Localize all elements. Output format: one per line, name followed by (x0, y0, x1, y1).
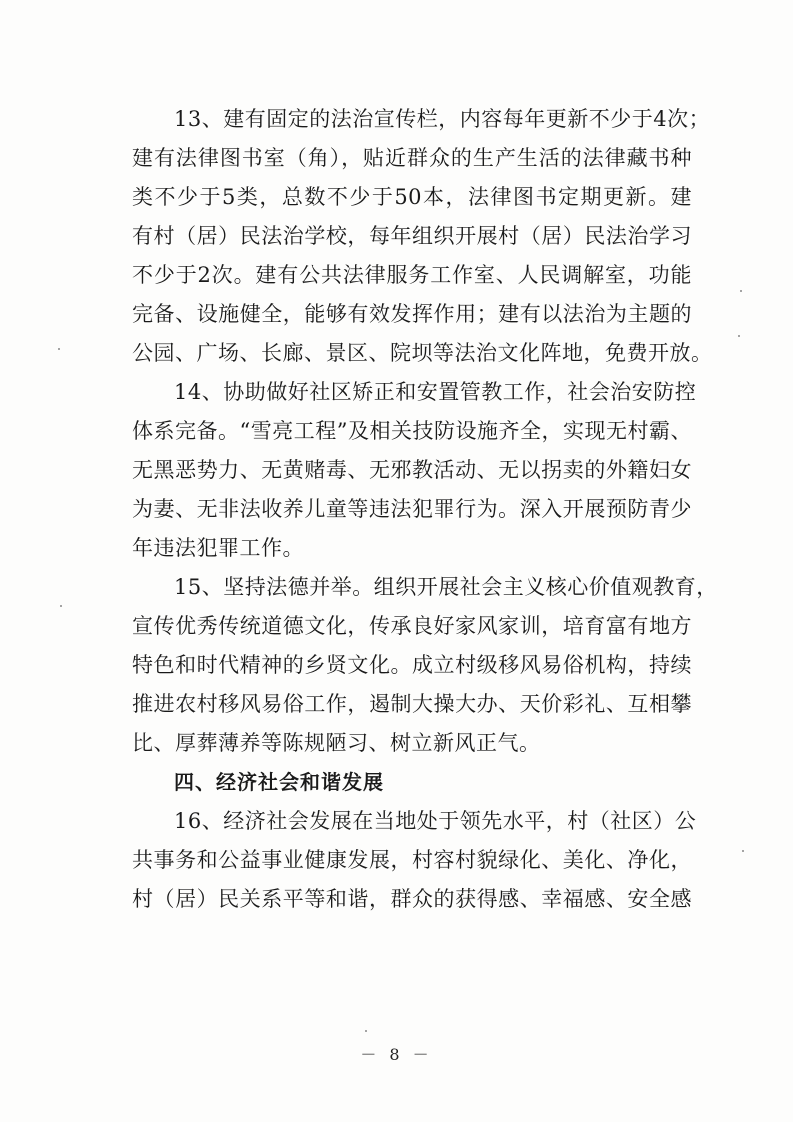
section-heading (132, 763, 692, 802)
text-line: 15、坚持法德并举。组织开展社会主义核心价值观教育， (174, 575, 718, 599)
text-line: 14、协助做好社区矫正和安置管教工作，社会治安防控 (174, 380, 697, 404)
text-line: 体系完备。“雪亮工程”及相关技防设施齐全，实现无村霸、 (132, 419, 692, 443)
text-line: 类不少于5类，总数不少于50本，法律图书定期更新。建 (132, 185, 692, 209)
paragraph-14 (132, 373, 697, 568)
text-line: 宣传优秀传统道德文化，传承良好家风家训，培育富有地方 (132, 614, 692, 638)
document-body (132, 100, 718, 919)
scan-speck (740, 290, 742, 292)
text-line: 有村（居）民法治学校，每年组织开展村（居）民法治学习 (132, 224, 692, 248)
text-line: 推进农村移风易俗工作，遏制大操大办、天价彩礼、互相攀 (132, 692, 692, 716)
text-line: 不少于2次。建有公共法律服务工作室、人民调解室，功能 (132, 263, 692, 287)
scan-speck (365, 1030, 367, 1032)
paragraph-16 (132, 802, 697, 919)
scan-speck (738, 335, 740, 337)
text-line: 无黑恶势力、无黄赌毒、无邪教活动、无以拐卖的外籍妇女 (132, 458, 692, 482)
scan-speck (58, 348, 60, 350)
text-line: 16、经济社会发展在当地处于领先水平，村（社区）公 (174, 809, 697, 833)
section-heading-text: 四、经济社会和谐发展 (174, 770, 384, 794)
text-line: 年违法犯罪工作。 (132, 536, 304, 560)
text-line: 共事务和公益事业健康发展，村容村貌绿化、美化、净化， (132, 848, 692, 872)
paragraph-15 (132, 568, 718, 763)
scan-speck (742, 850, 744, 852)
text-line: 特色和时代精神的乡贤文化。成立村级移风易俗机构，持续 (132, 653, 692, 677)
text-line: 村（居）民关系平等和谐，群众的获得感、幸福感、安全感 (132, 887, 692, 911)
scan-speck (60, 605, 62, 607)
text-line: 完备、设施健全，能够有效发挥作用；建有以法治为主题的 (132, 302, 692, 326)
page-number: － 8 － (360, 1045, 433, 1064)
text-line: 公园、广场、长廊、景区、院坝等法治文化阵地，免费开放。 (132, 341, 713, 365)
text-line: 为妻、无非法收养儿童等违法犯罪行为。深入开展预防青少 (132, 497, 692, 521)
paragraph-13 (132, 100, 713, 373)
text-line: 13、建有固定的法治宣传栏，内容每年更新不少于4次； (174, 107, 711, 131)
text-line: 比、厚葬薄养等陈规陋习、树立新风正气。 (132, 731, 541, 755)
text-line: 建有法律图书室（角），贴近群众的生产生活的法律藏书种 (132, 146, 692, 170)
